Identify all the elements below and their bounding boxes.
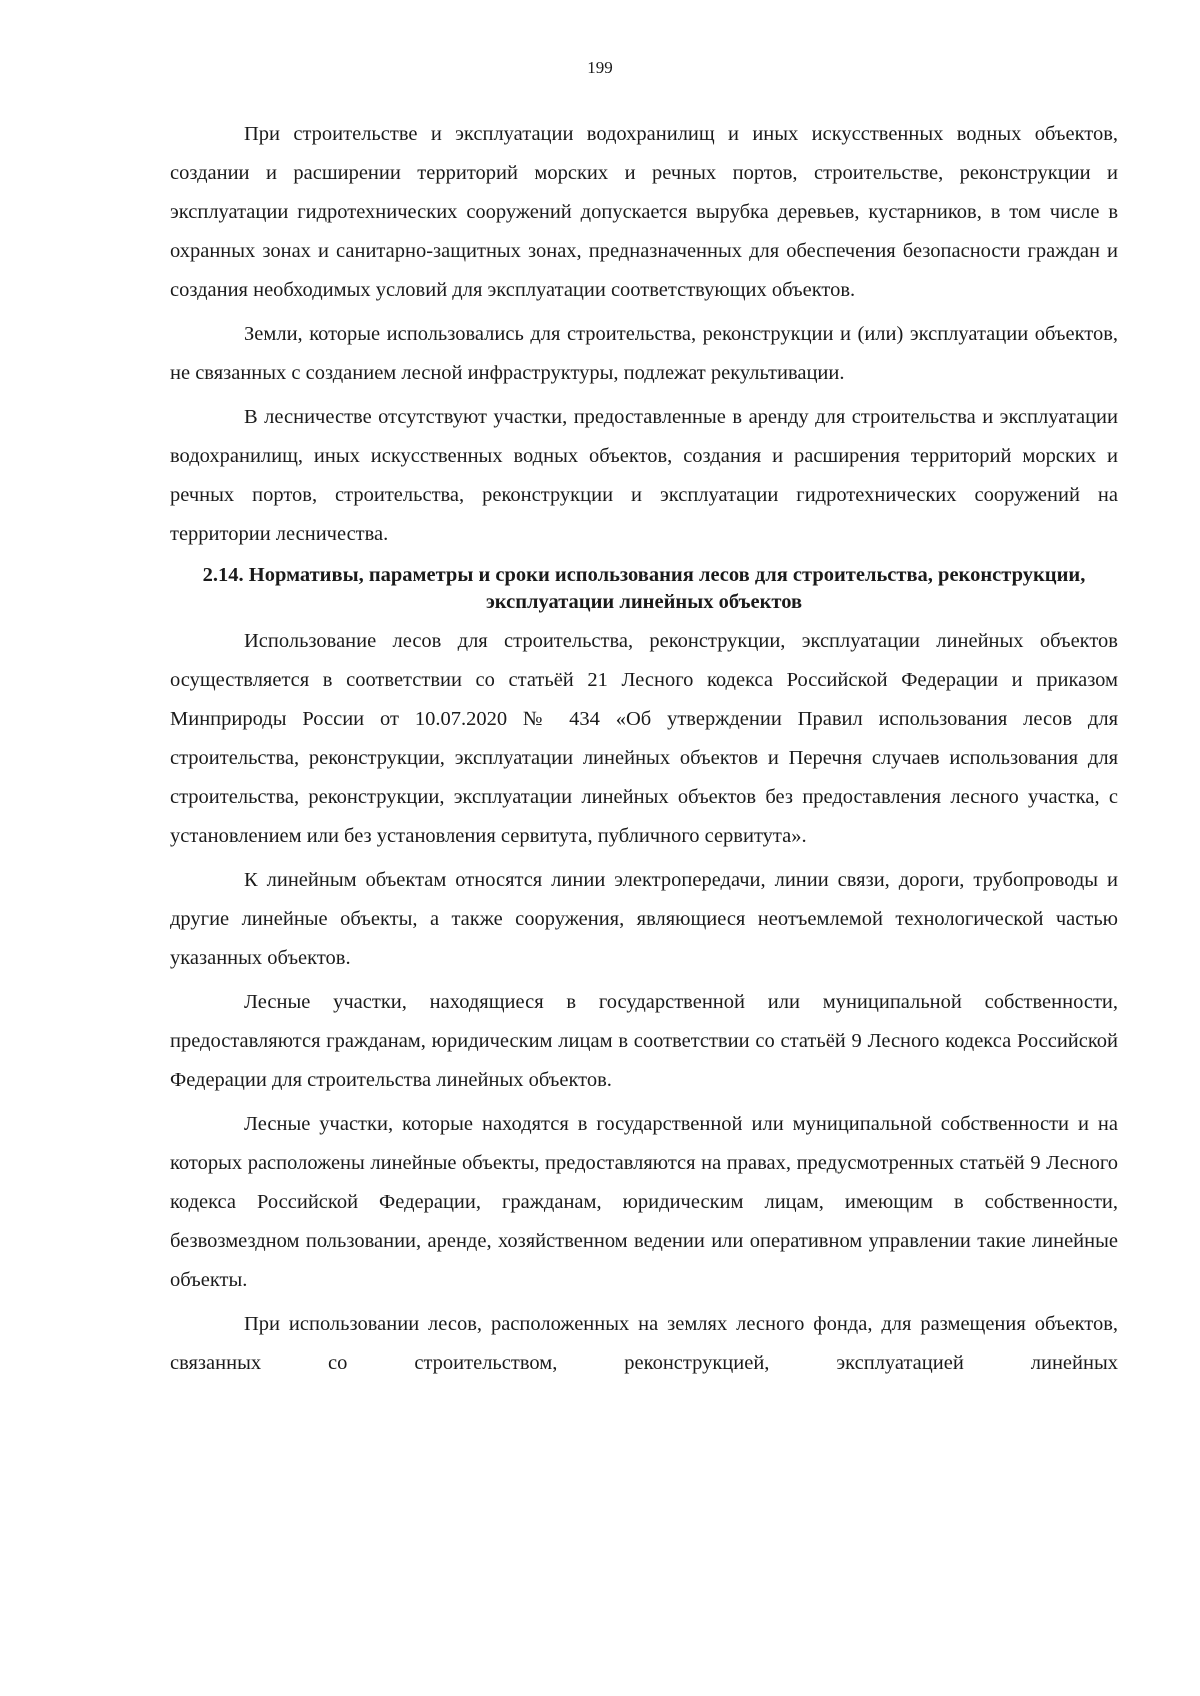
body-paragraph: Земли, которые использовались для строительства, реконструкции и (или) эксплуатации объектов, не связанных с созданием лесной инфраструктуры, подлежат рекультивации. — [170, 323, 1118, 384]
body-paragraph: Лесные участки, находящиеся в государственной или муниципальной собственности, предоставляются гражданам, юридическим лицам в соответствии со статьёй 9 Лесного кодекса Российской Федерации для строительства линейных объектов. — [170, 991, 1118, 1091]
body-paragraph: Использование лесов для строительства, реконструкции, эксплуатации линейных объектов осуществляется в соответствии со статьёй 21 Лесного кодекса Российской Федерации и приказом Минприроды России от 10.07.2020 № 434 «Об утверждении Правил использования лесов для строительства, реконструкции, эксплуатации линейных объектов и Перечня случаев использования для строительства, реконструкции, эксплуатации линейных объектов без предоставления лесного участка, с установлением или без установления сервитута, публичного сервитута». — [170, 630, 1118, 847]
section-heading: 2.14. Нормативы, параметры и сроки использования лесов для строительства, реконструкции, эксплуатации линейных объектов — [202, 564, 1086, 613]
body-paragraph: Лесные участки, которые находятся в государственной или муниципальной собственности и на которых расположены линейные объекты, предоставляются на правах, предусмотренных статьёй 9 Лесного кодекса Российской Федерации, гражданам, юридическим лицам, имеющим в собственности, безвозмездном пользовании, аренде, хозяйственном ведении или оперативном управлении такие линейные объекты. — [170, 1113, 1118, 1291]
body-paragraph: При использовании лесов, расположенных на землях лесного фонда, для размещения объектов, связанных со строительством, реконструкцией, эксплуатацией линейных — [170, 1313, 1118, 1374]
body-paragraph: При строительстве и эксплуатации водохранилищ и иных искусственных водных объектов, создании и расширении территорий морских и речных портов, строительстве, реконструкции и эксплуатации гидротехнических сооружений допускается вырубка деревьев, кустарников, в том числе в охранных зонах и санитарно-защитных зонах, предназначенных для обеспечения безопасности граждан и создания необходимых условий для эксплуатации соответствующих объектов. — [170, 123, 1118, 301]
page-body — [170, 115, 1118, 1388]
body-paragraph: В лесничестве отсутствуют участки, предоставленные в аренду для строительства и эксплуатации водохранилищ, иных искусственных водных объектов, создания и расширения территорий морских и речных портов, строительства, реконструкции и эксплуатации гидротехнических сооружений на территории лесничества. — [170, 406, 1118, 545]
page-number: 199 — [587, 58, 613, 77]
body-paragraph: К линейным объектам относятся линии электропередачи, линии связи, дороги, трубопроводы и другие линейные объекты, а также сооружения, являющиеся неотъемлемой технологической частью указанных объектов. — [170, 869, 1118, 969]
